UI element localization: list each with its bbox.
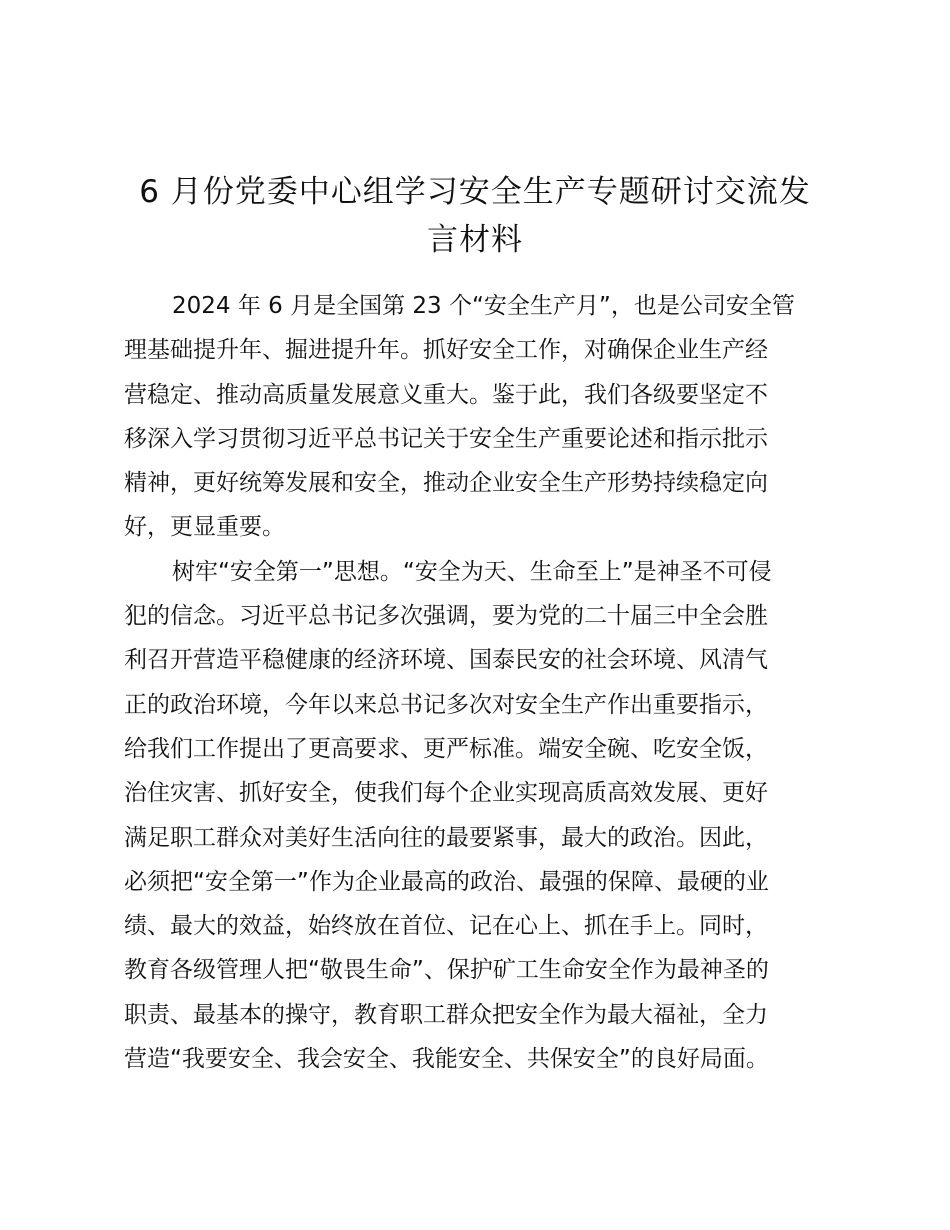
paragraph-line: 利召开营造平稳健康的经济环境、国泰民安的社会环境、风清气 xyxy=(124,647,768,674)
paragraph-1 xyxy=(124,284,844,550)
paragraph-line: 教育各级管理人把“敬畏生命”、保护矿工生命安全作为最神圣的 xyxy=(124,957,769,984)
paragraph-line: 必须把“安全第一”作为企业最高的政治、最强的保障、最硬的业 xyxy=(124,868,769,895)
paragraph-line: 营造“我要安全、我会安全、我能安全、共保安全”的良好局面。 xyxy=(124,1046,769,1073)
document-title xyxy=(100,168,850,264)
paragraph-line: 树牢“安全第一”思想。“安全为天、生命至上”是神圣不可侵 xyxy=(172,558,772,585)
paragraph-line: 移深入学习贯彻习近平总书记关于安全生产重要论述和指示批示 xyxy=(124,425,768,452)
paragraph-line: 2024 年 6 月是全国第 23 个“安全生产月”，也是公司安全管 xyxy=(172,293,795,319)
title-line: 6 月份党委中心组学习安全生产专题研讨交流发 xyxy=(139,174,811,210)
paragraph-line: 满足职工群众对美好生活向往的最要紧事，最大的政治。因此， xyxy=(124,824,768,851)
paragraph-line: 职责、最基本的操守，教育职工群众把安全作为最大福祉，全力 xyxy=(124,1001,768,1028)
paragraph-line: 正的政治环境，今年以来总书记多次对安全生产作出重要指示， xyxy=(124,691,768,718)
paragraph-line: 给我们工作提出了更高要求、更严标准。端安全碗、吃安全饭， xyxy=(124,735,768,762)
paragraph-line: 理基础提升年、掘进提升年。抓好安全工作，对确保企业生产经 xyxy=(124,337,768,364)
paragraph-line: 犯的信念。习近平总书记多次强调，要为党的二十届三中全会胜 xyxy=(124,603,768,630)
paragraph-line: 好，更显重要。 xyxy=(124,514,285,541)
document-body xyxy=(124,284,844,1081)
paragraph-line: 营稳定、推动高质量发展意义重大。鉴于此，我们各级要坚定不 xyxy=(124,381,768,408)
paragraph-line: 精神，更好统筹发展和安全，推动企业安全生产形势持续稳定向 xyxy=(124,470,768,497)
title-line: 言材料 xyxy=(427,222,523,258)
paragraph-line: 治住灾害、抓好安全，使我们每个企业实现高质高效发展、更好 xyxy=(124,780,768,807)
paragraph-line: 绩、最大的效益，始终放在首位、记在心上、抓在手上。同时， xyxy=(124,913,768,940)
paragraph-2 xyxy=(124,550,844,1082)
